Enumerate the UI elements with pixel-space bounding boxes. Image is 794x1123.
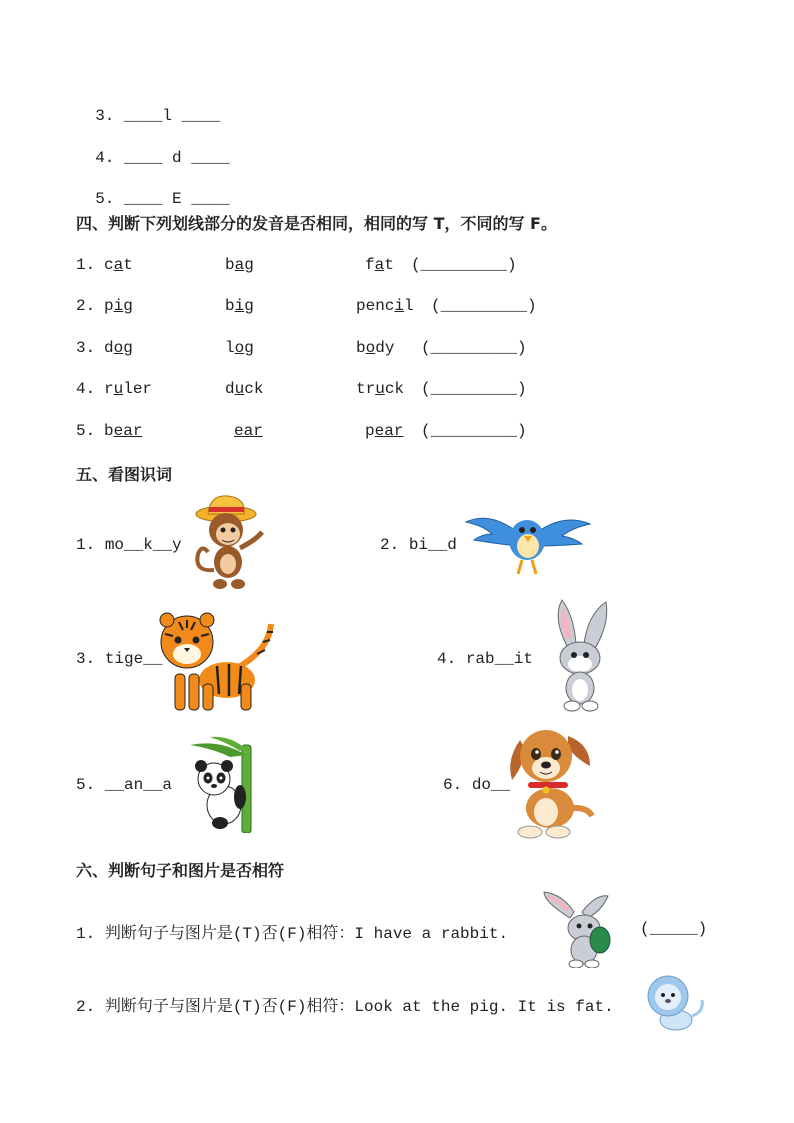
- word-3: pencil: [356, 297, 414, 315]
- item-number: 2.: [76, 297, 96, 315]
- word-1: ruler: [104, 380, 153, 398]
- word-2: log: [225, 339, 254, 357]
- item-number: 3.: [76, 339, 96, 357]
- fill-text: ____ d ____: [124, 149, 230, 167]
- picture-word-3: 3. tige__: [76, 650, 163, 668]
- section-5-title: 五、看图识词: [76, 465, 173, 484]
- bird-icon: [462, 500, 592, 582]
- picture-word-2: 2. bi__d: [380, 536, 457, 554]
- picture-word-5: 5. __an__a: [76, 776, 173, 794]
- word-2: [234, 422, 263, 440]
- underlined-letters: i: [113, 297, 124, 315]
- underlined-letters: o: [113, 339, 124, 357]
- rabbit-icon: [548, 598, 612, 714]
- word-2: bag: [225, 256, 254, 274]
- section-4-title: 四、判断下列划线部分的发音是否相同，相同的写 T，不同的写 F。: [76, 214, 557, 233]
- underlined-letters: u: [375, 380, 385, 398]
- underlined-letters: a: [374, 256, 385, 274]
- rabbit-egg-icon: [540, 888, 630, 968]
- underlined-letters: o: [234, 339, 245, 357]
- lion-icon: [644, 972, 706, 1034]
- fill-row-4: [76, 131, 230, 167]
- item-number: 3.: [95, 107, 115, 125]
- underlined-letters: i: [394, 297, 405, 315]
- word-1: cat: [104, 256, 133, 274]
- word-1: bear: [104, 422, 143, 440]
- underlined-letters: u: [113, 380, 124, 398]
- item-number: 5.: [95, 190, 115, 208]
- answer-blank[interactable]: (_________): [421, 380, 527, 398]
- word-3: fat: [365, 256, 394, 274]
- tiger-icon: [157, 610, 277, 714]
- underlined-letters: ear: [113, 422, 143, 440]
- fill-row-5: [76, 172, 230, 208]
- fill-row-3: [76, 89, 220, 125]
- underlined-letters: i: [234, 297, 245, 315]
- monkey-icon: [190, 492, 270, 592]
- picture-word-6: 6. do__: [443, 776, 511, 794]
- fill-text: ____ E ____: [124, 190, 230, 208]
- underlined-letters: o: [365, 339, 376, 357]
- answer-blank[interactable]: (_________): [431, 297, 537, 315]
- underlined-letters: ear: [234, 422, 263, 440]
- fill-text: ____l ____: [124, 107, 221, 125]
- section-6-title: 六、判断句子和图片是否相符: [76, 861, 285, 880]
- word-3: body: [356, 339, 395, 357]
- answer-blank[interactable]: (_____): [640, 920, 708, 938]
- answer-blank[interactable]: (_________): [421, 339, 527, 357]
- dog-icon: [506, 720, 596, 840]
- answer-blank[interactable]: (_________): [411, 256, 517, 274]
- word-1: pig: [104, 297, 133, 315]
- underlined-letters: a: [113, 256, 124, 274]
- item-number: 4.: [95, 149, 115, 167]
- panda-icon: [180, 735, 260, 833]
- word-3: pear: [365, 422, 404, 440]
- answer-blank[interactable]: (_________): [421, 422, 527, 440]
- item-number: 1.: [76, 256, 96, 274]
- picture-word-4: 4. rab__it: [437, 650, 534, 668]
- word-1: dog: [104, 339, 133, 357]
- underlined-letters: a: [234, 256, 245, 274]
- underlined-letters: ear: [374, 422, 404, 440]
- word-3: truck: [356, 380, 405, 398]
- word-2: duck: [225, 380, 264, 398]
- word-2: big: [225, 297, 254, 315]
- judge-item-1: 1. 判断句子与图片是(T)否(F)相符：I have a rabbit.: [76, 925, 509, 943]
- item-number: 5.: [76, 422, 96, 440]
- underlined-letters: u: [234, 380, 245, 398]
- picture-word-1: 1. mo__k__y: [76, 536, 182, 554]
- judge-item-2: 2. 判断句子与图片是(T)否(F)相符：Look at the pig. It is fat.: [76, 998, 614, 1016]
- item-number: 4.: [76, 380, 96, 398]
